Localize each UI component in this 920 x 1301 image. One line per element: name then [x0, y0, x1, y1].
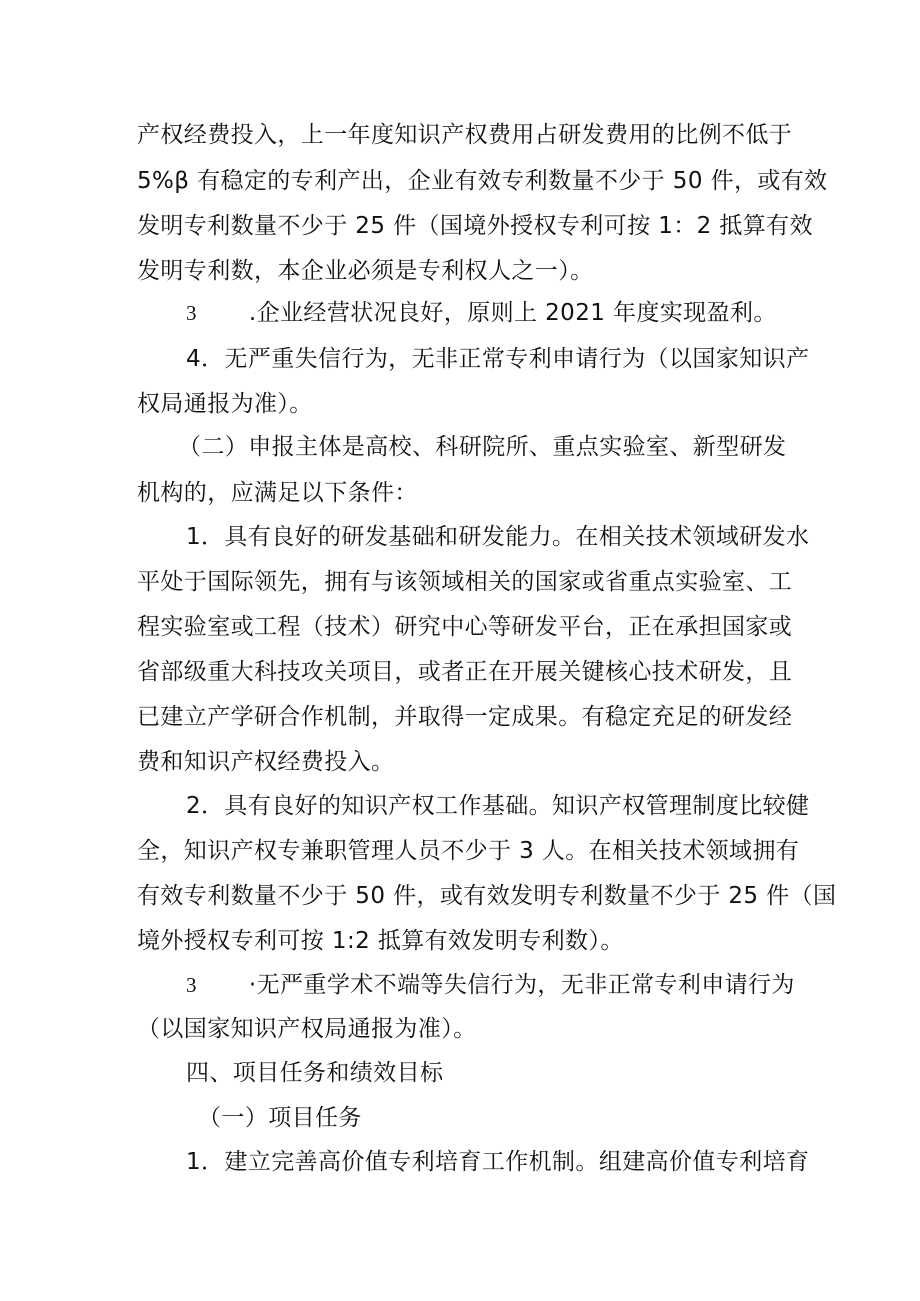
paragraph-line-4: 发明专利数，本企业必须是专利权人之一）。 [137, 258, 594, 284]
section-heading-line-2: 机构的，应满足以下条件： [137, 480, 418, 506]
list-item-4-line-2: 权局通报为准）。 [137, 391, 313, 417]
list-item-2-line-2: 全，知识产权专兼职管理人员不少于 3 人。在相关技术领域拥有 [137, 838, 800, 864]
list-item-text: ·无严重学术不端等失信行为，无非正常专利申请行为 [248, 972, 795, 998]
paragraph-line-1: 产权经费投入，上一年度知识产权费用占研发费用的比例不低于 [137, 122, 793, 148]
list-item-3b-line-1 [186, 970, 846, 1000]
list-item-1-line-3: 程实验室或工程（技术）研究中心等研发平台，正在承担国家或 [137, 614, 793, 640]
list-item-text: .企业经营状况良好，原则上 2021 年度实现盈利。 [248, 300, 777, 326]
task-item-1-line-1: 1．建立完善高价值专利培育工作机制。组建高价值专利培育 [186, 1149, 810, 1175]
subsection-heading: （一）项目任务 [198, 1105, 362, 1131]
list-item-1-line-5: 已建立产学研合作机制，并取得一定成果。有稳定充足的研发经 [137, 704, 793, 730]
list-item-1-line-4: 省部级重大科技攻关项目，或者正在开展关键核心技术研发，且 [137, 659, 793, 685]
paragraph-line-2: 5%β 有稳定的专利产出，企业有效专利数量不少于 50 件，或有效 [137, 168, 828, 194]
list-item-1-line-2: 平处于国际领先，拥有与该领域相关的国家或省重点实验室、工 [137, 569, 793, 595]
list-item-4-line-1: 4．无严重失信行为，无非正常专利申请行为（以国家知识产 [186, 346, 810, 372]
paragraph-line-3: 发明专利数量不少于 25 件（国境外授权专利可按 1：2 抵算有效 [137, 213, 813, 239]
list-item-number: 3 [186, 301, 197, 325]
section-heading-line-1: （二）申报主体是高校、科研院所、重点实验室、新型研发 [178, 434, 787, 460]
list-item-1-line-1: 1．具有良好的研发基础和研发能力。在相关技术领域研发水 [186, 524, 810, 550]
list-item-1-line-6: 费和知识产权经费投入。 [137, 749, 395, 775]
list-item-2-line-3: 有效专利数量不少于 50 件，或有效发明专利数量不少于 25 件（国 [137, 883, 837, 909]
list-item-2-line-1: 2．具有良好的知识产权工作基础。知识产权管理制度比较健 [186, 793, 810, 819]
list-item-2-line-4: 境外授权专利可按 1:2 抵算有效发明专利数）。 [137, 928, 624, 954]
list-item-3b-line-2: （以国家知识产权局通报为准）。 [137, 1016, 477, 1042]
list-item-3-line [186, 298, 846, 328]
list-item-number: 3 [186, 973, 197, 997]
section-heading-four: 四、项目任务和绩效目标 [186, 1060, 444, 1086]
